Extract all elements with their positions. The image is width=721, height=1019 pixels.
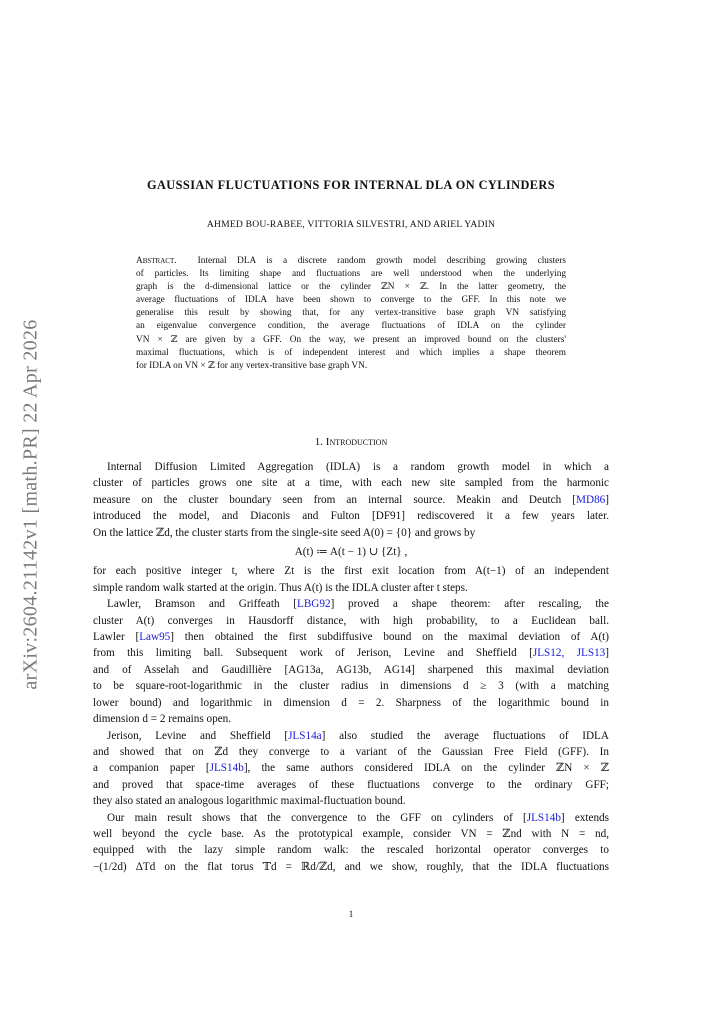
citation-link[interactable]: JLS14b <box>209 762 244 775</box>
body-line: well beyond the cycle base. As the prototypical example, consider VN = ℤnd with N = nd, <box>93 827 609 840</box>
arxiv-sidebar <box>16 286 46 722</box>
abstract-line: generalise this result by showing that, for any vertex-transitive base graph VN satisfying <box>136 308 566 319</box>
body-line: lower bound) and logarithmic in dimension d = 2. Sharpness of the logarithmic bound in <box>93 696 609 709</box>
abstract-line: maximal fluctuations, which is of independent interest and which implies a shape theorem <box>136 347 566 358</box>
body-line: they also stated an analogous logarithmic maximal-fluctuation bound. <box>93 795 406 808</box>
body-line: cluster of particles grows one site at a time, with each new site sampled from the harmonic <box>93 477 609 490</box>
body-line: from this limiting ball. Subsequent work of Jerison, Levine and Sheffield [JLS12, JLS13] <box>93 647 610 660</box>
abstract-line: VN × ℤ are given by a GFF. On the way, we present an improved bound on the clusters' <box>136 334 566 345</box>
paper-authors: AHMED BOU-RABEE, VITTORIA SILVESTRI, AND ARIEL YADIN <box>206 219 496 230</box>
abstract-line: Abstract. Internal DLA is a discrete random growth model describing growing clusters <box>136 256 566 266</box>
body-line: Internal Diffusion Limited Aggregation (IDLA) is a random growth model in which a <box>107 461 609 473</box>
body-line: and showed that on ℤd they converge to a variant of the Gaussian Free Field (GFF). In <box>93 745 609 758</box>
abstract-line: of particles. Its limiting shape and fluctuations are well understood when the underlying <box>136 269 566 280</box>
citation-link[interactable]: JLS14a <box>288 729 322 742</box>
citation-link[interactable]: Law95 <box>139 631 171 644</box>
body-line: simple random walk started at the origin. Thus A(t) is the IDLA cluster after t steps. <box>93 581 468 594</box>
body-line: and of Asselah and Gaudillière [AG13a, AG13b, AG14] sharpened this maximal deviation <box>93 663 609 676</box>
paper-title: GAUSSIAN FLUCTUATIONS FOR INTERNAL DLA ON CYLINDERS <box>146 178 556 192</box>
body-line: a companion paper [JLS14b], the same authors considered IDLA on the cylinder ℤN × ℤ <box>93 762 610 775</box>
body-line: Jerison, Levine and Sheffield [JLS14a] also studied the average fluctuations of IDLA <box>107 729 609 742</box>
body-line: equipped with the lazy simple random walk: the rescaled horizontal operator converges to <box>93 844 609 857</box>
body-line: to be square-root-logarithmic in the cluster radius in dimensions d ≥ 3 (with a matching <box>93 680 609 693</box>
citation-link[interactable]: LBG92 <box>297 598 331 611</box>
section-number: 1. <box>314 436 324 448</box>
citation-link[interactable]: JLS14b <box>526 811 561 824</box>
abstract-heading: Abstract. <box>136 256 177 266</box>
abstract-line: an eigenvalue convergence condition, the average fluctuations of IDLA on the cylinder <box>136 321 566 332</box>
body-line: Our main result shows that the convergence to the GFF on cylinders of [JLS14b] extends <box>107 811 609 824</box>
abstract <box>136 255 566 373</box>
body-line: cluster A(t) converges in Hausdorff distance, with high probability, to a Euclidean ball. <box>93 614 609 627</box>
citation-link[interactable]: MD86 <box>576 493 606 506</box>
abstract-line: average fluctuations of IDLA have been shown to converge to the GFF. In this note we <box>136 295 566 306</box>
body-line: Lawler [Law95] then obtained the first subdiffusive bound on the maximal deviation of A(t) <box>93 631 610 644</box>
citation-link[interactable]: JLS12, JLS13 <box>532 647 606 660</box>
body-line: and proved that space-time averages of these fluctuations converge to the ordinary GFF; <box>93 778 609 791</box>
arxiv-identifier: arXiv:2604.21142v1 [math.PR] 22 Apr 2026 <box>19 318 42 690</box>
body-line: −(1/2d) ΔTd on the flat torus 𝕋d = ℝd/ℤd, and we show, roughly, that the IDLA fluctuations <box>93 860 609 873</box>
abstract-line: graph is the d-dimensional lattice or the cylinder ℤN × ℤ. In the latter geometry, the <box>136 282 566 293</box>
body-line: for each positive integer t, where Zt is the first exit location from A(t−1) of an independent <box>93 565 609 578</box>
section-heading <box>93 436 609 448</box>
display-equation: A(t) ≔ A(t − 1) ∪ {Zt} , <box>294 546 408 559</box>
abstract-line: for IDLA on VN × ℤ for any vertex-transitive base graph VN. <box>136 360 368 371</box>
body-text <box>93 459 609 875</box>
body-line: On the lattice ℤd, the cluster starts from the single-site seed A(0) = {0} and grows by <box>93 526 476 539</box>
body-line: measure on the cluster boundary seen from an internal source. Meakin and Deutch [MD86] <box>93 493 609 506</box>
body-line: introduced the model, and Diaconis and Fulton [DF91] rediscovered it a few years later. <box>93 510 609 523</box>
body-line: dimension d = 2 remains open. <box>93 713 232 726</box>
body-line: Lawler, Bramson and Griffeath [LBG92] proved a shape theorem: after rescaling, the <box>107 598 609 611</box>
page-number: 1 <box>348 909 354 919</box>
section-title: Introduction <box>325 436 388 448</box>
